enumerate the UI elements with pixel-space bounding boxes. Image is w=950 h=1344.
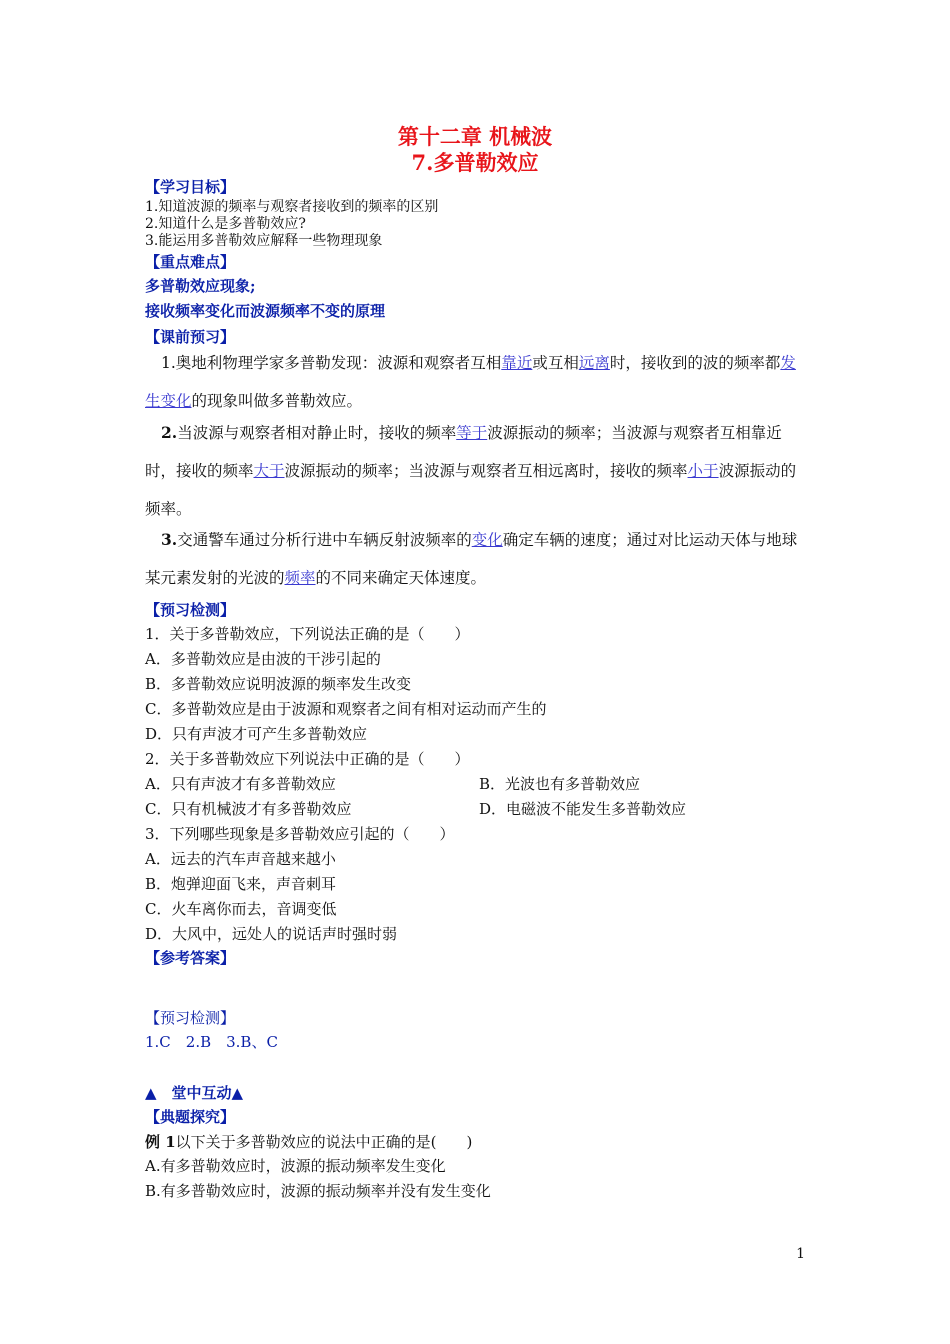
example-stem: 例 1以下关于多普勒效应的说法中正确的是( ) (145, 1133, 473, 1151)
question-option: D．大风中，远处人的说话声时强时弱 (145, 925, 398, 943)
lesson-title: 7.多普勒效应 (411, 150, 539, 175)
goals-heading: 【学习目标】 (145, 178, 236, 196)
preview-heading: 【课前预习】 (145, 328, 236, 346)
key-point-item: 接收频率变化而波源频率不变的原理 (145, 302, 386, 320)
question-stem: 1．关于多普勒效应，下列说法正确的是（ ） (145, 625, 470, 643)
goal-item: 2.知道什么是多普勒效应? (145, 216, 306, 232)
answers-line: 1.C 2.B 3.B、C (145, 1033, 278, 1051)
question-stem: 2．关于多普勒效应下列说法中正确的是（ ） (145, 750, 470, 768)
answer-blank: 大于 (253, 462, 285, 480)
answers-sub-heading: 【预习检测】 (145, 1009, 236, 1027)
answer-blank: 靠近 (501, 354, 533, 372)
check-heading: 【预习检测】 (145, 601, 236, 619)
answer-blank: 发生变化 (145, 354, 796, 410)
question-option: A．只有声波才有多普勒效应 (145, 775, 336, 793)
answers-heading: 【参考答案】 (145, 949, 236, 967)
question-stem: 3．下列哪些现象是多普勒效应引起的（ ） (145, 825, 455, 843)
answer-blank: 频率 (284, 569, 316, 587)
example-option: B.有多普勒效应时，波源的振动频率并没有发生变化 (145, 1182, 491, 1200)
goal-item: 3.能运用多普勒效应解释一些物理现象 (145, 233, 383, 249)
key-point-item: 多普勒效应现象; (145, 277, 256, 295)
question-option: D．只有声波才可产生多普勒效应 (145, 725, 368, 743)
page-number: 1 (796, 1246, 805, 1262)
preview-paragraph-3: 3.交通警车通过分析行进中车辆反射波频率的变化确定车辆的速度；通过对比运动天体与地球某元素发射的光波的频率的不同来确定天体速度。 (145, 530, 798, 587)
preview-paragraph-1: 1.奥地利物理学家多普勒发现：波源和观察者互相靠近或互相远离时，接收到的波的频率都发生变化的现象叫做多普勒效应。 (145, 354, 796, 410)
answer-blank: 变化 (471, 531, 503, 549)
question-option: D．电磁波不能发生多普勒效应 (479, 800, 687, 818)
preview-paragraph-2: 2.当波源与观察者相对静止时，接收的频率等于波源振动的频率；当波源与观察者互相靠近时，接收的频率大于波源振动的频率；当波源与观察者互相远离时，接收的频率小于波源振动的频率。 (145, 423, 797, 518)
answer-blank: 远离 (578, 354, 610, 372)
classroom-heading: ▲ 堂中互动▲ (145, 1084, 244, 1102)
classroom-sub-heading: 【典题探究】 (145, 1108, 236, 1126)
example-option: A.有多普勒效应时，波源的振动频率发生变化 (145, 1157, 446, 1175)
question-option: B．炮弹迎面飞来，声音刺耳 (145, 875, 337, 893)
answer-blank: 小于 (687, 462, 719, 480)
key-points-heading: 【重点难点】 (145, 253, 236, 271)
question-option: B．光波也有多普勒效应 (479, 775, 641, 793)
question-option: C．只有机械波才有多普勒效应 (145, 800, 352, 818)
question-option: C．火车离你而去，音调变低 (145, 900, 337, 918)
goal-item: 1.知道波源的频率与观察者接收到的频率的区别 (145, 199, 439, 215)
question-option: B．多普勒效应说明波源的频率发生改变 (145, 675, 412, 693)
question-option: A．远去的汽车声音越来越小 (145, 850, 336, 868)
question-option: A．多普勒效应是由波的干涉引起的 (145, 650, 381, 668)
answer-blank: 等于 (456, 424, 488, 442)
chapter-title: 第十二章 机械波 (397, 124, 553, 149)
question-option: C．多普勒效应是由于波源和观察者之间有相对运动而产生的 (145, 700, 547, 718)
